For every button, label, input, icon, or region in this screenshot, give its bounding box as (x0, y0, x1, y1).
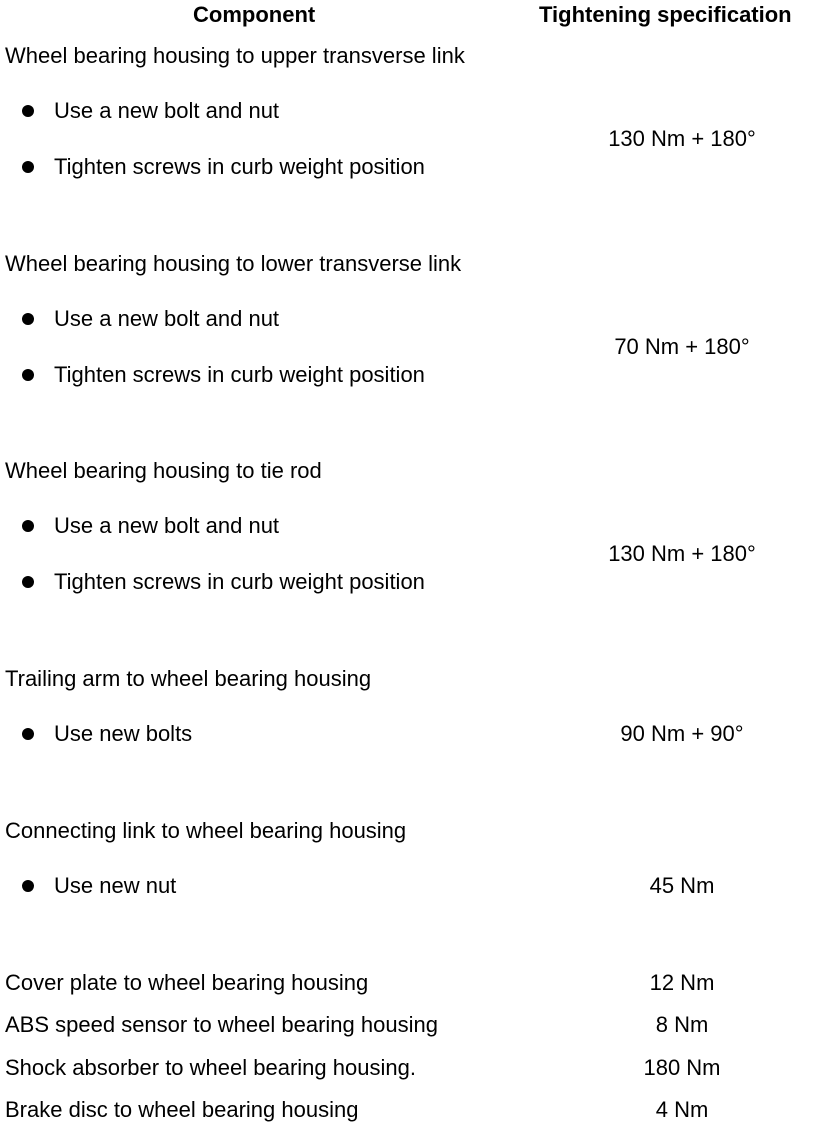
tightening-spec-value: 8 Nm (655, 1012, 709, 1037)
note-item (22, 154, 425, 180)
note-text: Use a new bolt and nut (54, 513, 280, 538)
bullet-icon (22, 520, 34, 532)
tightening-spec-value: 130 Nm + 180° (608, 126, 756, 151)
component-label: Wheel bearing housing to upper transverse link (5, 43, 465, 68)
note-text: Use a new bolt and nut (54, 306, 280, 331)
tightening-spec-value: 4 Nm (655, 1097, 709, 1122)
component-label: Connecting link to wheel bearing housing (5, 818, 407, 843)
note-item (22, 362, 425, 388)
bullet-icon (22, 105, 34, 117)
tightening-spec-value: 130 Nm + 180° (608, 541, 756, 566)
column-header-component: Component (193, 2, 316, 27)
tightening-spec-value: 180 Nm (643, 1055, 721, 1080)
component-label: Cover plate to wheel bearing housing (5, 970, 369, 995)
note-text: Tighten screws in curb weight position (54, 362, 425, 387)
component-label: ABS speed sensor to wheel bearing housing (5, 1012, 438, 1037)
note-text: Use new nut (54, 873, 177, 898)
note-text: Tighten screws in curb weight position (54, 154, 425, 179)
tightening-spec-value: 45 Nm (649, 873, 715, 898)
component-label: Wheel bearing housing to tie rod (5, 458, 322, 483)
component-label: Shock absorber to wheel bearing housing. (5, 1055, 416, 1080)
component-label: Brake disc to wheel bearing housing (5, 1097, 359, 1122)
bullet-icon (22, 369, 34, 381)
note-item (22, 873, 176, 899)
component-label: Wheel bearing housing to lower transverse link (5, 251, 462, 276)
component-label: Trailing arm to wheel bearing housing (5, 666, 372, 691)
bullet-icon (22, 728, 34, 740)
tightening-spec-value: 70 Nm + 180° (614, 334, 750, 359)
bullet-icon (22, 313, 34, 325)
note-item (22, 306, 279, 332)
note-text: Use new bolts (54, 721, 193, 746)
bullet-icon (22, 161, 34, 173)
tightening-spec-value: 90 Nm + 90° (620, 721, 744, 746)
note-item (22, 569, 425, 595)
bullet-icon (22, 880, 34, 892)
note-text: Use a new bolt and nut (54, 98, 280, 123)
note-item (22, 513, 279, 539)
tightening-spec-value: 12 Nm (649, 970, 715, 995)
note-text: Tighten screws in curb weight position (54, 569, 425, 594)
column-header-tightening-specification: Tightening specification (539, 2, 792, 27)
note-item (22, 98, 279, 124)
bullet-icon (22, 576, 34, 588)
note-item (22, 721, 192, 747)
